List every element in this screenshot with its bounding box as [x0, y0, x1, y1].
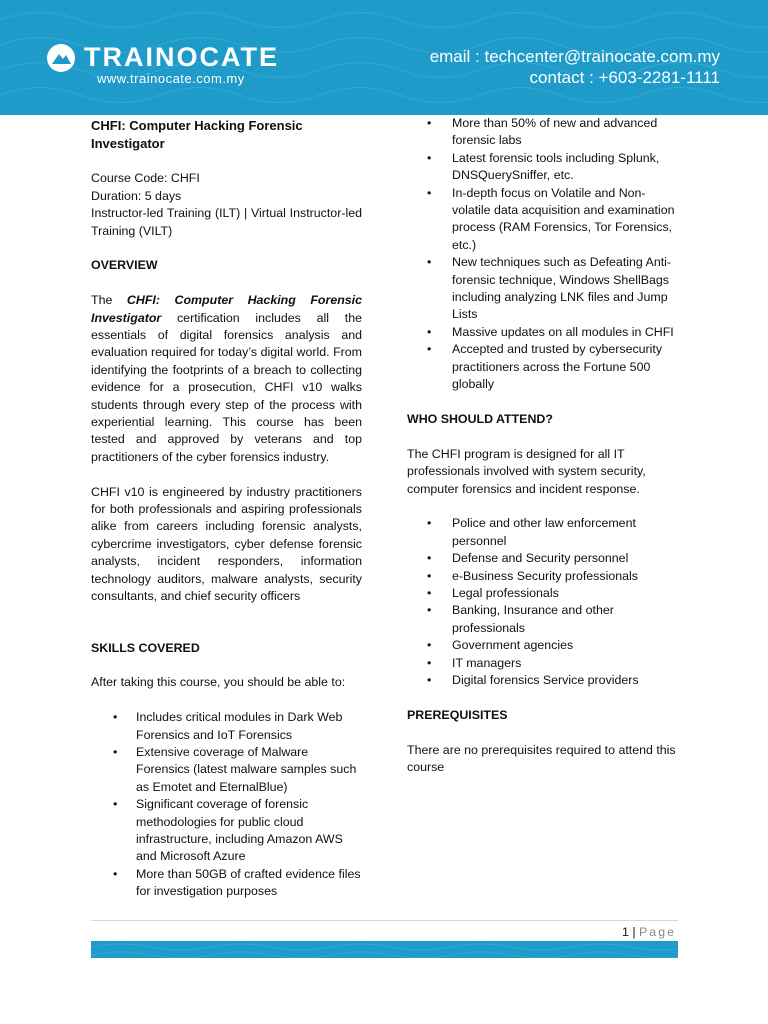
- email-line: email : techcenter@trainocate.com.my: [429, 47, 720, 66]
- list-item: [91, 744, 362, 796]
- list-item: [91, 866, 362, 901]
- list-item-text: Government agencies: [452, 638, 574, 653]
- prerequisites-heading: PREREQUISITES: [407, 707, 508, 722]
- list-item: [407, 585, 680, 602]
- page-number: [622, 925, 676, 939]
- bullet-icon: •: [427, 150, 432, 165]
- footer-pattern: [91, 941, 678, 958]
- phone-line: contact : +603-2281-1111: [529, 68, 720, 87]
- list-item-text: Banking, Insurance and other professionals: [452, 603, 614, 635]
- course-delivery: Instructor-led Training (ILT) | Virtual Instructor-led Training (VILT): [91, 206, 362, 238]
- list-item-text: e-Business Security professionals: [452, 568, 638, 583]
- list-item-text: Includes critical modules in Dark Web Forensics and IoT Forensics: [136, 710, 343, 742]
- brand-name: TRAINOCATE: [84, 42, 279, 72]
- skills-heading: SKILLS COVERED: [91, 640, 200, 655]
- overview-course-name: CHFI: Computer Hacking Forensic Investigator: [91, 293, 363, 325]
- list-item: [407, 254, 680, 324]
- bullet-icon: •: [113, 797, 118, 812]
- bullet-icon: •: [427, 603, 432, 618]
- list-item-text: Defense and Security personnel: [452, 551, 629, 566]
- contact-block: [430, 46, 720, 88]
- list-item: [407, 324, 680, 341]
- footer-bar: [91, 941, 678, 958]
- overview-body: certification includes all the essentials of digital forensics analysis and evaluation required for today’s digital world. From identifying the footprints of a breach to collecting evidence for a prosecution, CHFI v10 walks students through every step of the process with experiential learning. This course has been tested and approved by veterans and top practitioners of the cyber forensics industry.: [91, 310, 362, 464]
- list-item-text: More than 50GB of crafted evidence files for investigation purposes: [136, 866, 361, 899]
- list-item: [407, 515, 680, 550]
- bullet-icon: •: [113, 744, 118, 759]
- bullet-icon: •: [427, 655, 432, 670]
- list-item-text: Police and other law enforcement personnel: [452, 516, 636, 548]
- course-code: Course Code: CHFI: [91, 171, 200, 186]
- list-item-text: Digital forensics Service providers: [452, 672, 639, 687]
- attend-heading: WHO SHOULD ATTEND?: [407, 411, 553, 426]
- bullet-icon: •: [427, 551, 432, 566]
- list-item: [407, 115, 680, 150]
- bullet-icon: •: [427, 516, 432, 531]
- skills-intro: After taking this course, you should be able to:: [91, 675, 346, 690]
- page-number-value: 1: [622, 925, 629, 939]
- trainocate-logo-icon: [46, 43, 76, 73]
- bullet-icon: •: [113, 866, 118, 881]
- list-item-text: In-depth focus on Volatile and Non-volatile data acquisition and examination process (RAM Forensics, Tor Forensics, etc.): [452, 185, 675, 252]
- brand-logo: [46, 42, 279, 73]
- course-duration: Duration: 5 days: [91, 188, 182, 203]
- website-url: www.trainocate.com.my: [97, 71, 245, 86]
- bullet-icon: •: [427, 255, 432, 270]
- bullet-icon: •: [427, 116, 432, 130]
- list-item-text: Latest forensic tools including Splunk, DNSQuerySniffer, etc.: [452, 150, 660, 183]
- list-item: [407, 672, 680, 689]
- page-separator: |: [632, 925, 636, 939]
- page-header: [0, 0, 768, 115]
- list-item: [407, 637, 680, 654]
- list-item-text: Massive updates on all modules in CHFI: [452, 324, 674, 339]
- list-item: [91, 796, 362, 866]
- list-item: [407, 185, 680, 255]
- list-item-text: Accepted and trusted by cybersecurity practitioners across the Fortune 500 globally: [452, 342, 663, 392]
- overview-pre: The: [91, 293, 127, 308]
- bullet-icon: •: [427, 568, 432, 583]
- right-column: [407, 115, 680, 776]
- page-label: Page: [639, 925, 676, 939]
- list-item-text: New techniques such as Defeating Anti-forensic technique, Windows ShellBags including analyzing LNK files and Jump Lists: [452, 255, 672, 322]
- list-item-text: IT managers: [452, 655, 522, 670]
- bullet-icon: •: [427, 585, 432, 600]
- skills-list-continued: [407, 115, 680, 394]
- bullet-icon: •: [113, 710, 118, 725]
- attend-intro: The CHFI program is designed for all IT professionals involved with system security, computer forensics and incident response.: [407, 446, 646, 496]
- footer-divider: [91, 920, 678, 921]
- skills-list: [91, 709, 362, 900]
- overview-heading: OVERVIEW: [91, 258, 158, 273]
- attendee-list: [407, 515, 680, 689]
- overview-paragraph: [91, 292, 362, 466]
- list-item: [407, 568, 680, 585]
- bullet-icon: •: [427, 672, 432, 687]
- list-item: [407, 655, 680, 672]
- prerequisites-text: There are no prerequisites required to attend this course: [407, 742, 676, 774]
- list-item: [407, 341, 680, 393]
- overview-paragraph-2: CHFI v10 is engineered by industry practitioners for both professionals and aspiring professionals alike from careers including forensic analysts, cybercrime investigators, cyber defense forensic analysts, incident responders, information technology auditors, malware analysts, security consultants, and chief security officers: [91, 484, 362, 604]
- list-item-text: More than 50% of new and advanced forensic labs: [452, 116, 658, 148]
- bullet-icon: •: [427, 638, 432, 653]
- bullet-icon: •: [427, 342, 432, 357]
- list-item: [407, 602, 680, 637]
- list-item-text: Extensive coverage of Malware Forensics (latest malware samples such as Emotet and EternalBlue): [136, 744, 357, 794]
- list-item-text: Significant coverage of forensic methodologies for public cloud infrastructure, including Amazon AWS and Microsoft Azure: [136, 797, 343, 864]
- list-item-text: Legal professionals: [452, 585, 559, 600]
- course-title: CHFI: Computer Hacking Forensic Investigator: [91, 118, 303, 151]
- bullet-icon: •: [427, 185, 432, 200]
- list-item: [407, 550, 680, 567]
- list-item: [407, 150, 680, 185]
- list-item: [91, 709, 362, 744]
- bullet-icon: •: [427, 324, 432, 339]
- left-column: [91, 117, 362, 901]
